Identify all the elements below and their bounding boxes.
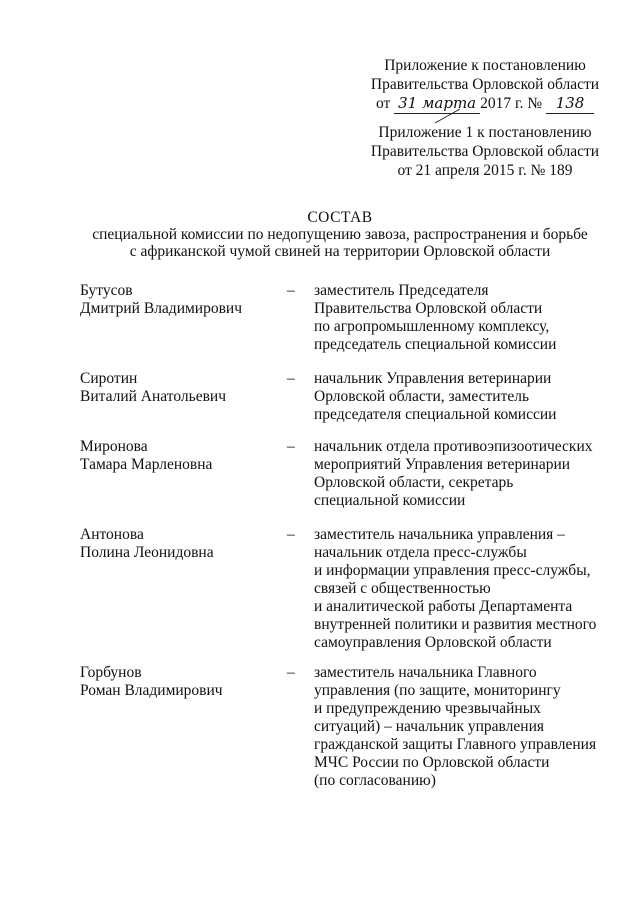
member-position [314,526,624,652]
member-position [314,282,624,354]
position-line: специальной комиссии [314,492,466,509]
appendix-line-2: Правительства Орловской области [370,76,600,93]
appendix-line-1: Приложение к постановлению [384,57,586,74]
member-surname: Горбунов [80,664,142,681]
year-number-text: 2017 г. № [480,95,543,112]
member-given-names: Дмитрий Владимирович [80,300,243,317]
member-name [80,526,280,562]
member-dash: – [287,526,295,543]
position-line: (по согласованию) [314,772,436,789]
original-line-3: от 21 апреля 2015 г. № 189 [397,162,573,179]
member-given-names: Роман Владимирович [80,682,223,699]
member-surname: Сиротин [80,370,138,387]
document-title [60,209,620,260]
appendix-header [360,56,610,114]
title-heading: СОСТАВ [307,209,373,226]
position-line: и предупреждению чрезвычайных [314,700,541,717]
position-line: самоуправления Орловской области [314,634,552,651]
position-line: начальник отдела пресс-службы [314,544,527,561]
original-line-1: Приложение 1 к постановлению [378,124,592,141]
member-dash: – [287,370,295,387]
position-line: МЧС России по Орловской области [314,754,550,771]
member-position [314,370,624,424]
member-position [314,664,624,790]
member-given-names: Тамара Марленовна [80,456,213,473]
position-line: гражданской защиты Главного управления [314,736,597,753]
appendix-date-line [360,94,610,114]
position-line: заместитель начальника Главного [314,664,537,681]
position-line: председатель специальной комиссии [314,336,557,353]
member-name [80,438,280,474]
position-line: мероприятий Управления ветеринарии [314,456,571,473]
position-line: начальник Управления ветеринарии [314,370,552,387]
member-name [80,664,280,700]
title-subtitle-2: с африканской чумой свиней на территории Орловской области [129,243,551,260]
member-surname: Бутусов [80,282,133,299]
member-dash: – [287,438,295,455]
position-line: ситуаций) – начальник управления [314,718,545,735]
position-line: Орловской области, заместитель [314,388,530,405]
date-prefix: от [375,95,391,112]
position-line: и информации управления пресс-службы, [314,562,591,579]
handwritten-date: 31 марта [394,94,480,114]
original-line-2: Правительства Орловской области [370,143,600,160]
member-position [314,438,624,510]
position-line: начальник отдела противоэпизоотических [314,438,593,455]
title-subtitle-1: специальной комиссии по недопущению завоза, распространения и борьбе [92,226,588,243]
member-dash: – [287,282,295,299]
pen-stroke-mark [433,108,463,124]
position-line: председателя специальной комиссии [314,406,557,423]
position-line: Орловской области, секретарь [314,474,514,491]
original-appendix-header [360,123,610,180]
position-line: Правительства Орловской области [314,300,543,317]
position-line: связей с общественностью [314,580,491,597]
member-name [80,282,280,318]
position-line: управления (по защите, мониторингу [314,682,561,699]
position-line: и аналитической работы Департамента [314,598,573,615]
handwritten-number: 138 [546,94,594,114]
member-surname: Антонова [80,526,144,543]
member-dash: – [287,664,295,681]
member-given-names: Полина Леонидовна [80,544,214,561]
member-name [80,370,280,406]
member-surname: Миронова [80,438,148,455]
position-line: по агропромышленному комплексу, [314,318,550,335]
position-line: заместитель Председателя [314,282,489,299]
position-line: внутренней политики и развития местного [314,616,597,633]
position-line: заместитель начальника управления – [314,526,565,543]
member-given-names: Виталий Анатольевич [80,388,226,405]
